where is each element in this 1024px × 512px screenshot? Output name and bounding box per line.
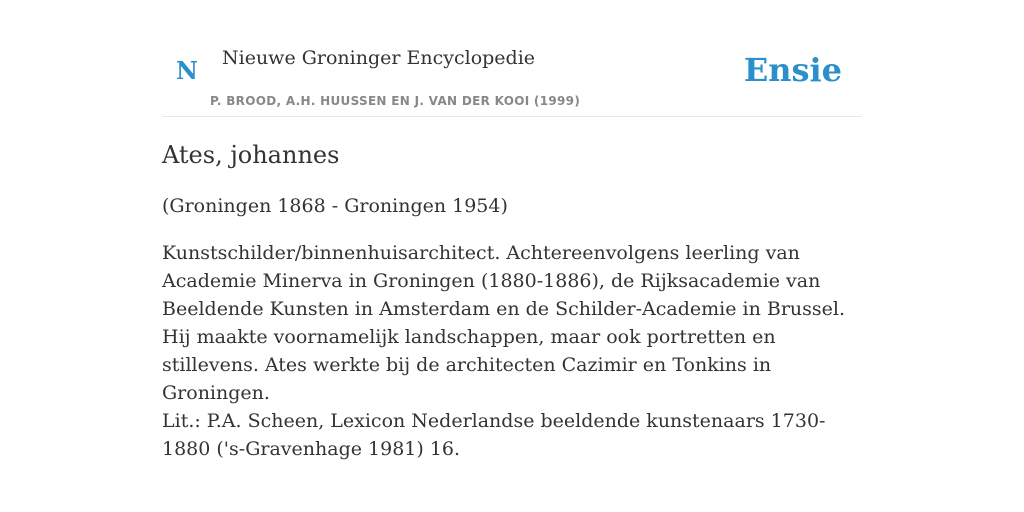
book-authors: P. BROOD, A.H. HUUSSEN EN J. VAN DER KOOI (1999): [210, 94, 581, 108]
source-header: [162, 0, 862, 117]
entry-title: Ates, johannes: [162, 141, 340, 169]
book-title[interactable]: Nieuwe Groninger Encyclopedie: [222, 47, 536, 69]
encyclopedia-card: [162, 0, 862, 512]
entry-body: Kunstschilder/binnenhuisarchitect. Achtereenvolgens leerling van Academie Minerva in Groningen (1880-1886), de Rijksacademie van Beeldende Kunsten in Amsterdam en de Schilder-Academie in Brussel. Hij maakte voornamelijk landschappen, maar ook portretten en stillevens. Ates werkte bij de architecten Cazimir en Tonkins in Groningen.: [162, 242, 846, 404]
entry-lifespan: (Groningen 1868 - Groningen 1954): [162, 195, 508, 217]
ensie-logo[interactable]: Ensie: [743, 51, 842, 89]
entry-literature: Lit.: P.A. Scheen, Lexicon Nederlandse beeldende kunstenaars 1730-1880 ('s-Gravenhage 1981) 16.: [162, 410, 826, 460]
source-logo: N: [176, 56, 198, 85]
